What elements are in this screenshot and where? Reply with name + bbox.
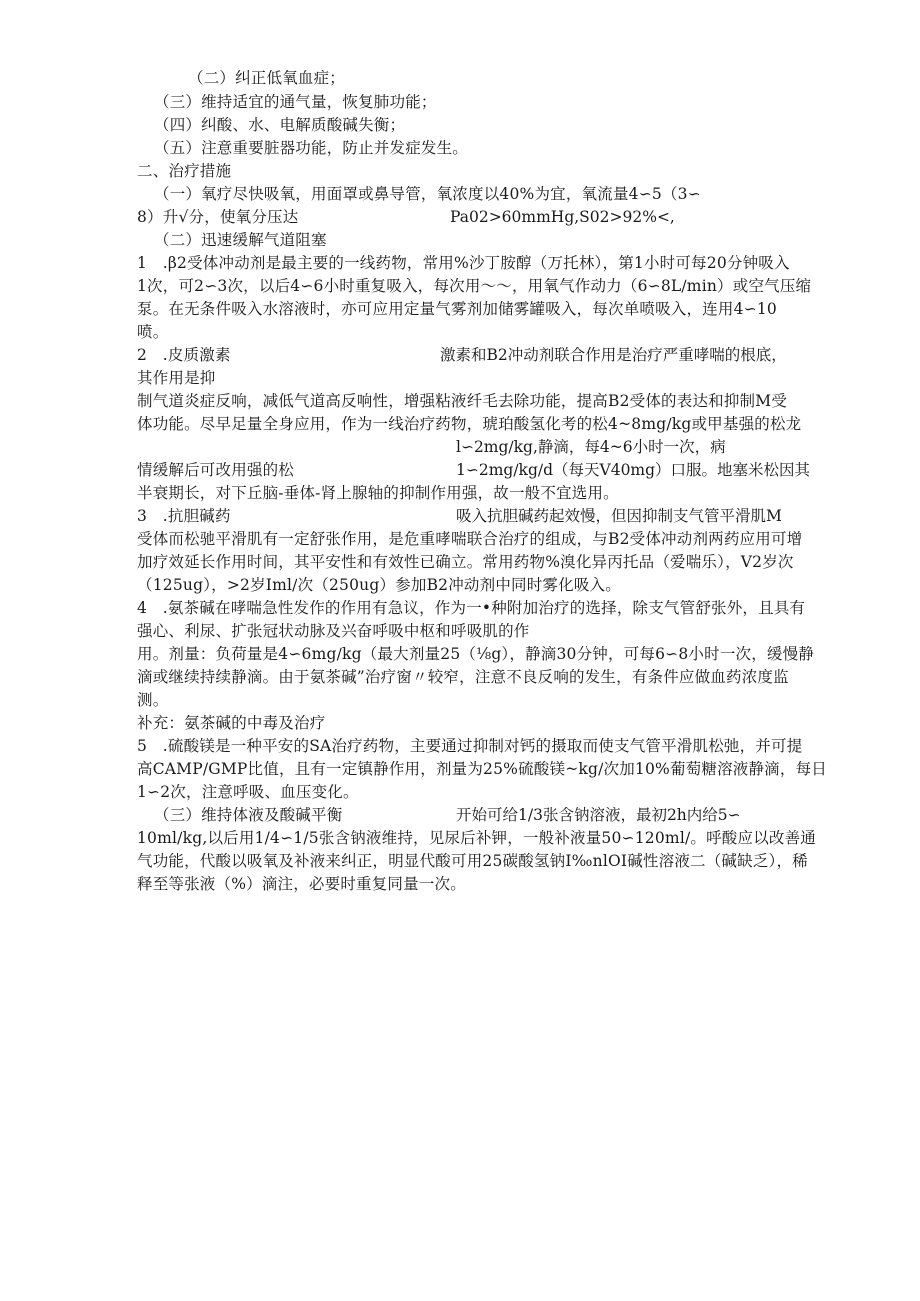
subsection-heading: （三）维持体液及酸碱平衡 bbox=[154, 806, 343, 824]
text-line: 泵。在无条件吸入水溶液时，亦可应用定量气雾剂加储雾罐吸入，每次单喷吸入，连用4∽10 bbox=[137, 300, 777, 318]
text-line: 情缓解后可改用强的松 bbox=[137, 461, 295, 479]
text-line: （五）注意重要脏器功能，防止并发症发生。 bbox=[154, 139, 469, 157]
text-line: （三）维持适宜的通气量，恢复肺功能； bbox=[154, 93, 437, 111]
text-line: 释至等张液（%）滴注，必要时重复同量一次。 bbox=[137, 875, 466, 893]
text-line: （一）氧疗尽快吸氧，用面罩或鼻导管，氧浓度以40%为宜，氧流量4∽5（3∽ bbox=[154, 185, 701, 203]
text-line: （四）纠酸、水、电解质酸碱失衡； bbox=[154, 116, 406, 134]
text-fragment: 激素和B2冲动剂联合作用是治疗严重哮喘的根底， bbox=[440, 346, 787, 364]
text-line: 体功能。尽早足量全身应用，作为一线治疗药物，琥珀酸氢化考的松4~8mg∕kg或甲基强的松龙 bbox=[137, 415, 802, 433]
text-line: 1次，可2∽3次，以后4∽6小时重复吸入，每次用～～，用氧气作动力（6∽8L∕min）或空气压缩 bbox=[137, 277, 812, 295]
text-line: 加疗效延长作用时间，其平安性和有效性已确立。常用药物%溴化异丙托品（爱喘乐），V2岁次 bbox=[137, 553, 794, 571]
text-line: 强心、利尿、扩张冠状动脉及兴奋呼吸中枢和呼吸肌的作 bbox=[137, 622, 530, 640]
text-line: 测。 bbox=[137, 691, 169, 709]
text-fragment: l∽2mg∕kg,静滴，每4~6小时一次，病 bbox=[456, 438, 726, 456]
text-line: 滴或继续持续静滴。由于氨茶碱”治疗窗〃较窄，注意不良反响的发生，有条件应做血药浓度监 bbox=[137, 668, 789, 686]
text-line: 3 .抗胆碱药 bbox=[137, 507, 231, 525]
text-line: 补充：氨茶碱的中毒及治疗 bbox=[137, 714, 326, 732]
text-line: 2 .皮质激素 bbox=[137, 346, 231, 364]
text-line: 制气道炎症反响，减低气道高反响性，增强粘液纤毛去除功能，提高B2受体的表达和抑制M受 bbox=[137, 392, 788, 410]
text-fragment: Pa02>60mmHg,S02>92%<, bbox=[450, 208, 675, 226]
text-line: 半衰期长，对下丘脑-垂体-肾上腺轴的抑制作用强，故一般不宜选用。 bbox=[137, 484, 619, 502]
text-line: 4 .氨茶碱在哮喘急性发作的作用有急议，作为一•种附加治疗的选择，除支气管舒张外，且具有 bbox=[137, 599, 806, 617]
text-line: 受体而松驰平滑肌有一定舒张作用，是危重哮喘联合治疗的组成，与B2受体冲动剂两药应用可增 bbox=[137, 530, 803, 548]
text-line: （二）纠正低氧血症； bbox=[188, 69, 346, 87]
text-line: 气功能，代酸以吸氧及补液来纠正，明显代酸可用25碳酸氢钠I‰nlOI碱性溶液二（碱缺乏），稀 bbox=[137, 852, 808, 870]
text-fragment: 1∽2mg∕kg∕d（每天V40mg）口服。地塞米松因其 bbox=[456, 461, 811, 479]
text-fragment: 吸入抗胆碱药起效慢，但因抑制支气管平滑肌M bbox=[456, 507, 782, 525]
text-line: 其作用是抑 bbox=[137, 369, 216, 387]
text-line: 10ml∕kg,以后用1/4∽1/5张含钠液维持，见尿后补钾，一般补液量50∽120ml∕。呼酸应以改善通 bbox=[137, 829, 816, 847]
text-line: 1 .β2受体冲动剂是最主要的一线药物，常用%沙丁胺醇（万托林），第1小时可每20分钟吸入 bbox=[137, 254, 790, 272]
text-line: 1∽2次，注意呼吸、血压变化。 bbox=[137, 783, 359, 801]
text-line: 8）升√分，使氧分压达 bbox=[137, 208, 299, 226]
text-fragment: 开始可给1/3张含钠溶液，最初2h内给5∽ bbox=[456, 806, 741, 824]
text-line: 5 .硫酸镁是一种平安的SA治疗药物，主要通过抑制对钙的摄取而使支气管平滑肌松弛，并可提 bbox=[137, 737, 803, 755]
text-line: 高CAMP/GMP比值，且有一定镇静作用，剂量为25%硫酸镁~kg∕次加10%葡萄糖溶液静滴，每日 bbox=[137, 760, 827, 778]
text-line: 用。剂量：负荷量是4∽6mg∕kg（最大剂量25（⅛g），静滴30分钟，可每6∽8小时一次，缓慢静 bbox=[137, 645, 815, 663]
subsection-heading: （二）迅速缓解气道阻塞 bbox=[154, 231, 327, 249]
text-line: 喷。 bbox=[137, 323, 169, 341]
section-heading: 二、治疗措施 bbox=[137, 162, 232, 180]
text-line: （125ug），>2岁Iml∕次（250ug）参加B2冲动剂中同时雾化吸入。 bbox=[137, 576, 621, 594]
